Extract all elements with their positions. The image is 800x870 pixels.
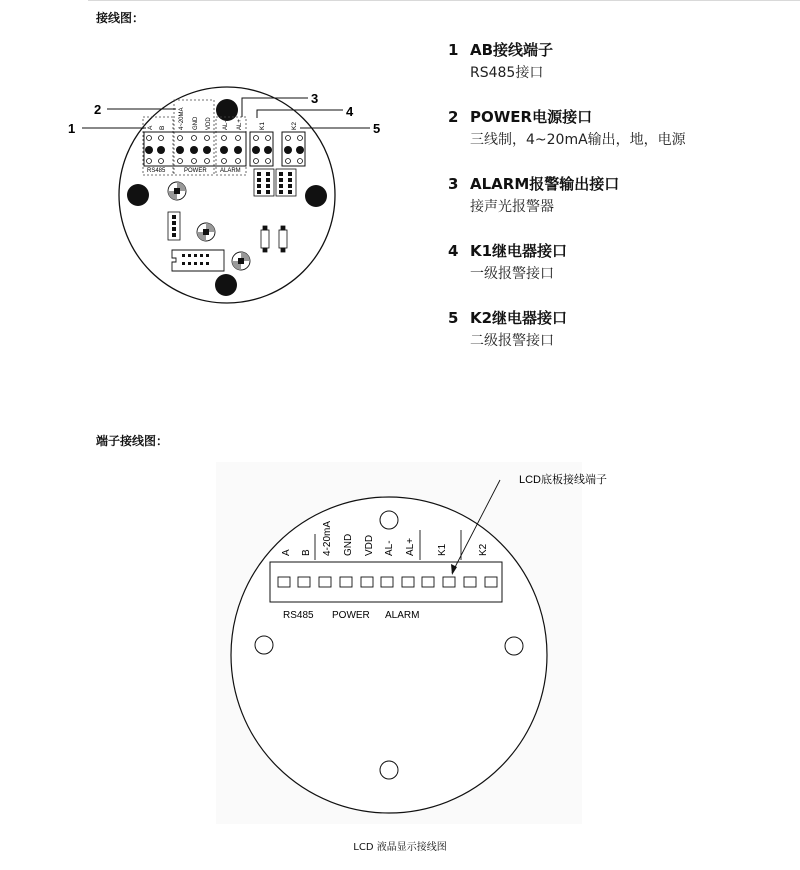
lcd-label-4-20ma: 4-20mA — [322, 520, 333, 556]
legend-number: 4 — [448, 242, 459, 260]
board-label-vdd: VDD — [206, 117, 212, 130]
board-label-gnd: GND — [193, 116, 199, 130]
board-label-al-plus: AL+ — [237, 119, 243, 130]
board-group-rs485: RS485 — [147, 168, 166, 174]
lcd-hole-top — [380, 511, 398, 529]
mount-hole-top — [216, 99, 238, 121]
legend-number: 2 — [448, 108, 459, 126]
lcd-label-a: A — [281, 549, 292, 556]
wiring-heading: 接线图： — [96, 11, 145, 25]
legend-desc: 二级报警接口 — [470, 333, 554, 349]
board-label-b: B — [159, 125, 166, 130]
pcb-board — [68, 87, 380, 303]
board-label-4-20ma: 4~20MA — [179, 107, 185, 130]
callout-1: 1 — [68, 121, 76, 136]
board-group-power: POWER — [184, 168, 207, 174]
legend-title: ALARM报警输出接口 — [470, 175, 620, 193]
legend-number: 1 — [448, 41, 459, 59]
callout-3: 3 — [311, 91, 319, 106]
legend-desc: 一级报警接口 — [470, 266, 554, 282]
board-group-alarm: ALARM — [220, 168, 241, 174]
lcd-group-power: POWER — [332, 610, 370, 621]
lcd-hole-left — [255, 636, 273, 654]
component-cap-2 — [197, 223, 215, 241]
lcd-label-al-minus: AL- — [384, 540, 395, 556]
lcd-hole-right — [505, 637, 523, 655]
legend-title: POWER电源接口 — [470, 108, 593, 126]
lcd-label-k1: K1 — [437, 543, 448, 556]
mount-hole-left — [127, 184, 149, 206]
terminal-wiring-heading: 端子接线图： — [96, 434, 169, 448]
lcd-label-gnd: GND — [343, 533, 354, 556]
component-cap-1 — [168, 182, 186, 200]
lcd-diagram — [216, 462, 607, 824]
callout-5: 5 — [373, 121, 381, 136]
mount-hole-bottom — [215, 274, 237, 296]
board-label-k1: K1 — [259, 122, 266, 130]
legend-number: 5 — [448, 309, 459, 327]
lcd-label-vdd: VDD — [364, 534, 375, 556]
legend-title: AB接线端子 — [470, 41, 554, 59]
lcd-label-k2: K2 — [478, 543, 489, 556]
board-label-a: A — [147, 125, 154, 130]
legend-desc: RS485接口 — [470, 65, 544, 81]
legend-title: K1继电器接口 — [470, 242, 568, 260]
board-label-k2: K2 — [291, 122, 298, 130]
component-cap-3 — [232, 252, 250, 270]
board-label-al-minus: AL- — [223, 120, 229, 130]
lcd-group-rs485: RS485 — [283, 610, 314, 621]
lcd-hole-bottom — [380, 761, 398, 779]
mount-hole-right — [305, 185, 327, 207]
lcd-label-b: B — [301, 549, 312, 556]
lcd-caption: LCD 液晶显示接线图 — [353, 842, 447, 853]
lcd-group-alarm: ALARM — [385, 610, 420, 621]
lcd-label-al-plus: AL+ — [405, 537, 416, 556]
lcd-pointer-label: LCD底板接线端子 — [519, 474, 608, 486]
legend-desc: 三线制，4~20mA输出，地，电源 — [470, 132, 686, 148]
legend-desc: 接声光报警器 — [470, 199, 554, 215]
callout-2: 2 — [94, 102, 102, 117]
legend-title: K2继电器接口 — [470, 309, 568, 327]
callout-4: 4 — [346, 104, 354, 119]
legend-number: 3 — [448, 175, 459, 193]
